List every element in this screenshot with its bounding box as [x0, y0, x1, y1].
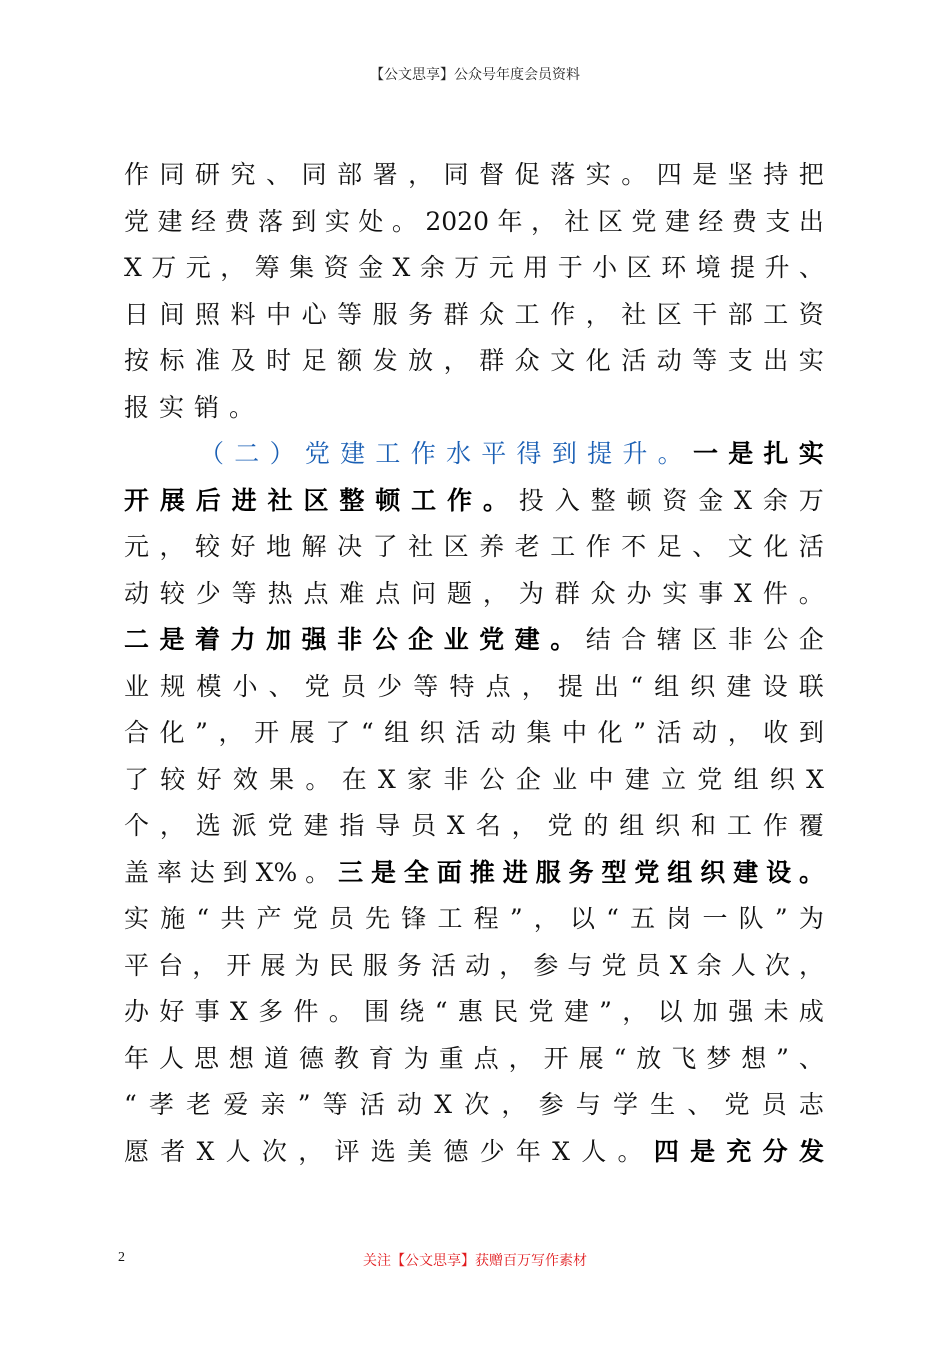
page-footer: 关注【公文思享】获赠百万写作素材 — [363, 1253, 587, 1269]
text-line: 按 标 准 及 时 足 额 发 放 ， 群 众 文 化 活 动 等 支 出 实 — [124, 346, 824, 375]
text-line: 盖 率 达 到 X% 。 三 是 全 面 推 进 服 务 型 党 组 织 建 设 。 — [124, 857, 824, 887]
page-number: 2 — [118, 1250, 125, 1265]
text-line: 开 展 后 进 社 区 整 顿 工 作 。 投 入 整 顿 资 金 X 余 万 — [124, 485, 824, 515]
text-line: 了 较 好 效 果 。 在 X 家 非 公 企 业 中 建 立 党 组 织 X — [124, 764, 824, 794]
text-line: X 万 元 ， 筹 集 资 金 X 余 万 元 用 于 小 区 环 境 提 升 、 — [124, 253, 824, 282]
text-line: 报 实 销 。 — [124, 392, 265, 422]
text-line: 党 建 经 费 落 到 实 处 。 2020 年 ， 社 区 党 建 经 费 支 出 — [124, 206, 824, 236]
text-line: 二 是 着 力 加 强 非 公 企 业 党 建 。 结 合 辖 区 非 公 企 — [124, 625, 824, 654]
text-line: 年 人 思 想 道 德 教 育 为 重 点 ， 开 展 “ 放 飞 梦 想 ” 、 — [124, 1043, 824, 1073]
text-line: 合 化 ” ， 开 展 了 “ 组 织 活 动 集 中 化 ” 活 动 ， 收 到 — [124, 718, 824, 747]
text-line: 作 同 研 究 、 同 部 署 ， 同 督 促 落 实 。 四 是 坚 持 把 — [124, 160, 824, 189]
text-line: 愿 者 X 人 次 ， 评 选 美 德 少 年 X 人 。 四 是 充 分 发 — [124, 1136, 824, 1166]
text-line: 办 好 事 X 多 件 。 围 绕 “ 惠 民 党 建 ” ， 以 加 强 未 成 — [124, 997, 824, 1026]
text-line: 元 ， 较 好 地 解 决 了 社 区 养 老 工 作 不 足 、 文 化 活 — [124, 532, 824, 561]
text-line: 实 施 “ 共 产 党 员 先 锋 工 程 ” ， 以 “ 五 岗 一 队 ” 为 — [124, 904, 824, 933]
body-text — [124, 152, 824, 1175]
page-header: 【公文思享】公众号年度会员资料 — [370, 67, 580, 83]
text-line: 平 台 ， 开 展 为 民 服 务 活 动 ， 参 与 党 员 X 余 人 次 ， — [124, 950, 824, 980]
text-line: 个 ， 选 派 党 建 指 导 员 X 名 ， 党 的 组 织 和 工 作 覆 — [124, 811, 824, 840]
text-line: （ 二 ） 党 建 工 作 水 平 得 到 提 升 。 一 是 扎 实 — [199, 439, 824, 468]
text-line: 动 较 少 等 热 点 难 点 问 题 ， 为 群 众 办 实 事 X 件 。 — [124, 578, 824, 608]
text-line: 日 间 照 料 中 心 等 服 务 群 众 工 作 ， 社 区 干 部 工 资 — [124, 299, 824, 329]
text-line: 业 规 模 小 、 党 员 少 等 特 点 ， 提 出 “ 组 织 建 设 联 — [124, 671, 824, 701]
text-line: “ 孝 老 爱 亲 ” 等 活 动 X 次 ， 参 与 学 生 、 党 员 志 — [124, 1090, 824, 1119]
